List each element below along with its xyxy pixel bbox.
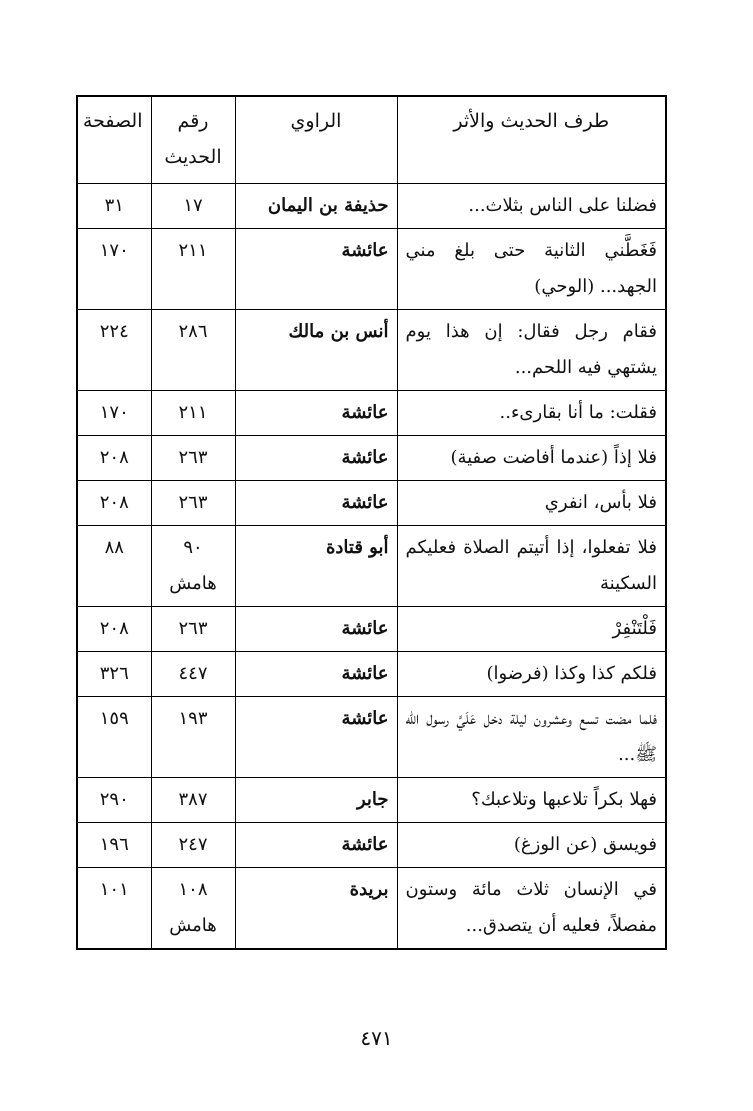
cell-page: ٢٠٨	[77, 481, 151, 526]
cell-hadith-number: ٩٠ هامش	[151, 526, 235, 607]
cell-page: ١٧٠	[77, 391, 151, 436]
table-row	[77, 229, 666, 310]
cell-tarf: فقام رجل فقال: إن هذا يوم يشتهي فيه اللحم...	[397, 310, 666, 391]
index-table-container	[76, 95, 665, 950]
table-row	[77, 868, 666, 950]
cell-tarf: فَغَطَّني الثانية حتى بلغ مني الجهد... (الوحي)	[397, 229, 666, 310]
table-row	[77, 436, 666, 481]
cell-page: ٢٠٨	[77, 607, 151, 652]
cell-hadith-number: ٢١١	[151, 229, 235, 310]
cell-tarf: فلا إذاً (عندما أفاضت صفية)	[397, 436, 666, 481]
table-header-row	[77, 96, 666, 184]
table-row	[77, 391, 666, 436]
table-row	[77, 526, 666, 607]
cell-tarf: فَلْتَنْفِرْ	[397, 607, 666, 652]
cell-page: ١٩٦	[77, 823, 151, 868]
cell-rawi: أنس بن مالك	[235, 310, 397, 391]
cell-hadith-number: ٣٨٧	[151, 778, 235, 823]
table-row	[77, 481, 666, 526]
cell-tarf: فلكم كذا وكذا (فرضوا)	[397, 652, 666, 697]
table-row	[77, 823, 666, 868]
hadith-index-table	[76, 95, 667, 950]
cell-page: ٢٩٠	[77, 778, 151, 823]
cell-rawi: أبو قتادة	[235, 526, 397, 607]
cell-tarf: فلا بأس، انفري	[397, 481, 666, 526]
cell-rawi: بريدة	[235, 868, 397, 950]
cell-hadith-number: ٢٨٦	[151, 310, 235, 391]
cell-rawi: عائشة	[235, 481, 397, 526]
page-number: ٤٧١	[360, 1026, 393, 1050]
cell-hadith-number: ٤٤٧	[151, 652, 235, 697]
header-tarf: طرف الحديث والأثر	[397, 96, 666, 184]
cell-hadith-number: ٢٤٧	[151, 823, 235, 868]
header-page: الصفحة	[77, 96, 151, 184]
header-hadith-number: رقم الحديث	[151, 96, 235, 184]
table-row	[77, 607, 666, 652]
cell-hadith-number: ٢٦٣	[151, 607, 235, 652]
cell-hadith-number: ١٧	[151, 184, 235, 229]
cell-rawi: حذيفة بن اليمان	[235, 184, 397, 229]
cell-rawi: عائشة	[235, 391, 397, 436]
cell-tarf: في الإنسان ثلاث مائة وستون مفصلاً، فعليه أن يتصدق...	[397, 868, 666, 950]
cell-page: ٣١	[77, 184, 151, 229]
cell-page: ١٠١	[77, 868, 151, 950]
cell-tarf: فويسق (عن الوزغ)	[397, 823, 666, 868]
cell-rawi: عائشة	[235, 697, 397, 778]
cell-page: ١٧٠	[77, 229, 151, 310]
table-row	[77, 184, 666, 229]
table-row	[77, 778, 666, 823]
table-row	[77, 697, 666, 778]
cell-tarf: فلا تفعلوا، إذا أتيتم الصلاة فعليكم السكينة	[397, 526, 666, 607]
cell-page: ١٥٩	[77, 697, 151, 778]
cell-rawi: عائشة	[235, 229, 397, 310]
cell-hadith-number: ٢١١	[151, 391, 235, 436]
cell-page: ٣٢٦	[77, 652, 151, 697]
table-row	[77, 652, 666, 697]
cell-hadith-number: ٢٦٣	[151, 436, 235, 481]
cell-page: ٢٢٤	[77, 310, 151, 391]
cell-rawi: عائشة	[235, 652, 397, 697]
cell-hadith-number: ١٩٣	[151, 697, 235, 778]
table-row	[77, 310, 666, 391]
cell-tarf: فلما مضت تسع وعشرون ليلة دخل عَلَيَّ رسول الله ﷺ...	[397, 697, 666, 778]
cell-tarf: فهلا بكراً تلاعبها وتلاعبك؟	[397, 778, 666, 823]
cell-hadith-number: ١٠٨ هامش	[151, 868, 235, 950]
cell-page: ٨٨	[77, 526, 151, 607]
cell-rawi: جابر	[235, 778, 397, 823]
cell-rawi: عائشة	[235, 823, 397, 868]
cell-rawi: عائشة	[235, 607, 397, 652]
cell-hadith-number: ٢٦٣	[151, 481, 235, 526]
cell-page: ٢٠٨	[77, 436, 151, 481]
header-rawi: الراوي	[235, 96, 397, 184]
cell-rawi: عائشة	[235, 436, 397, 481]
cell-tarf: فضلنا على الناس بثلاث...	[397, 184, 666, 229]
cell-tarf: فقلت: ما أنا بقارىء..	[397, 391, 666, 436]
